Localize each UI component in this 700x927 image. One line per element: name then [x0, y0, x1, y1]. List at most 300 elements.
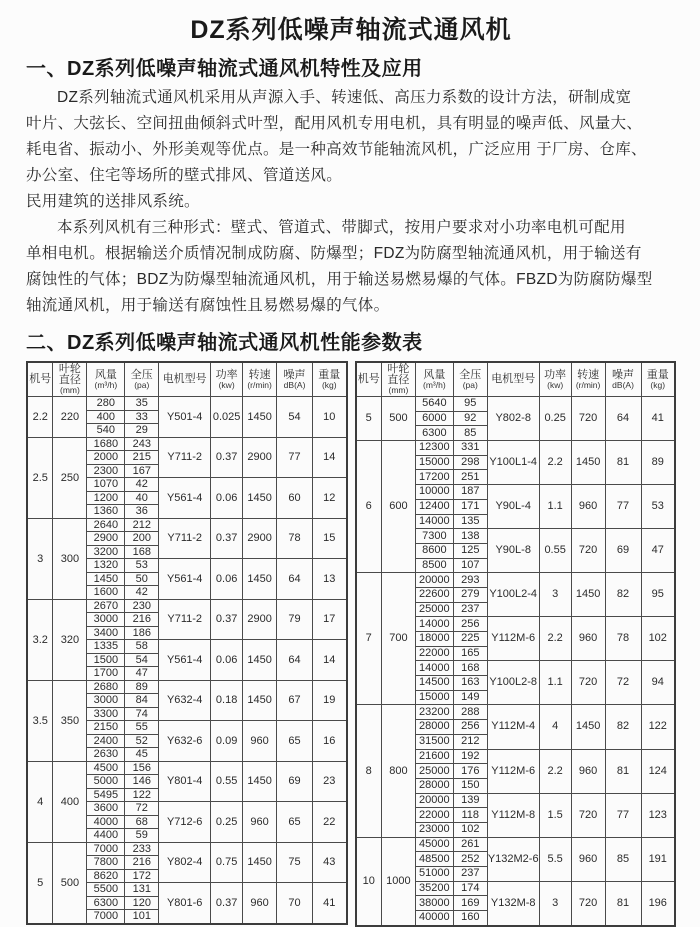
total-pressure: 139: [453, 793, 487, 808]
air-volume: 280: [87, 397, 125, 411]
col-header-fan-no: 机号: [27, 362, 53, 397]
speed-rpm: 720: [571, 529, 605, 573]
power-kw: 2.2: [539, 749, 571, 793]
total-pressure: 42: [125, 586, 159, 600]
paragraph-line: 轴流通风机，用于输送有腐蚀性且易燃易爆的气体。: [26, 297, 390, 314]
total-pressure: 192: [453, 749, 487, 764]
fan-no: 4: [27, 761, 53, 842]
speed-rpm: 1450: [571, 441, 605, 485]
motor-model: Y112M-6: [487, 749, 539, 793]
weight-kg: 17: [313, 599, 347, 640]
table-row: [356, 573, 676, 588]
noise-db: 69: [277, 761, 313, 802]
air-volume: 6300: [415, 426, 453, 441]
total-pressure: 187: [453, 485, 487, 500]
weight-kg: 123: [641, 793, 675, 837]
noise-db: 65: [277, 721, 313, 762]
motor-model: Y90L-8: [487, 529, 539, 573]
power-kw: 0.55: [539, 529, 571, 573]
impeller-diameter: 500: [381, 397, 415, 441]
total-pressure: 138: [453, 529, 487, 544]
paragraph-line: 叶片、大弦长、空间扭曲倾斜式叶型，配用风机专用电机，具有明显的噪声低、风量大、: [26, 115, 643, 132]
noise-db: 72: [605, 661, 641, 705]
impeller-diameter: 600: [381, 441, 415, 573]
motor-model: Y501-4: [159, 397, 211, 438]
total-pressure: 55: [125, 721, 159, 735]
air-volume: 7800: [87, 856, 125, 870]
table-row: [27, 842, 347, 856]
noise-db: 81: [605, 441, 641, 485]
air-volume: 6000: [415, 411, 453, 426]
air-volume: 2640: [87, 518, 125, 532]
total-pressure: 68: [125, 815, 159, 829]
speed-rpm: 1450: [243, 640, 277, 681]
paragraph-line: 本系列风机有三种形式：壁式、管道式、带脚式，按用户要求对小功率电机可配用: [57, 219, 626, 236]
motor-model: Y711-2: [159, 518, 211, 559]
air-volume: 1360: [87, 505, 125, 519]
total-pressure: 251: [453, 470, 487, 485]
col-header-weight: 重量 (kg): [641, 362, 675, 397]
weight-kg: 12: [313, 478, 347, 519]
air-volume: 10000: [415, 485, 453, 500]
performance-tables: [26, 361, 676, 927]
total-pressure: 168: [125, 545, 159, 559]
weight-kg: 22: [313, 802, 347, 843]
performance-table-left: [26, 361, 348, 925]
air-volume: 5495: [87, 788, 125, 802]
impeller-diameter: 250: [53, 437, 87, 518]
total-pressure: 176: [453, 764, 487, 779]
paragraph-line: 单相电机。根据输送介质情况制成防腐、防爆型；FDZ为防腐型轴流通风机，用于输送有: [26, 245, 642, 262]
speed-rpm: 1450: [243, 680, 277, 721]
air-volume: 3300: [87, 707, 125, 721]
total-pressure: 146: [125, 775, 159, 789]
total-pressure: 102: [453, 822, 487, 837]
fan-no: 7: [356, 573, 382, 705]
power-kw: 3: [539, 881, 571, 926]
motor-model: Y802-4: [159, 842, 211, 883]
air-volume: 4400: [87, 829, 125, 843]
col-header-impeller-diameter: 叶轮 直径 (mm): [53, 362, 87, 397]
total-pressure: 256: [453, 720, 487, 735]
noise-db: 81: [605, 881, 641, 926]
impeller-diameter: 400: [53, 761, 87, 842]
total-pressure: 92: [453, 411, 487, 426]
air-volume: 23000: [415, 822, 453, 837]
motor-model: Y132M2-6: [487, 837, 539, 881]
power-kw: 1.1: [539, 661, 571, 705]
weight-kg: 10: [313, 397, 347, 438]
total-pressure: 36: [125, 505, 159, 519]
power-kw: 0.09: [211, 721, 243, 762]
air-volume: 400: [87, 410, 125, 424]
weight-kg: 191: [641, 837, 675, 881]
total-pressure: 174: [453, 881, 487, 896]
power-kw: 1.1: [539, 485, 571, 529]
table-row: [27, 518, 347, 532]
motor-model: Y711-2: [159, 437, 211, 478]
total-pressure: 186: [125, 626, 159, 640]
col-header-motor-model: 电机型号: [159, 362, 211, 397]
total-pressure: 107: [453, 558, 487, 573]
weight-kg: 16: [313, 721, 347, 762]
total-pressure: 168: [453, 661, 487, 676]
speed-rpm: 960: [571, 617, 605, 661]
total-pressure: 298: [453, 455, 487, 470]
air-volume: 22000: [415, 646, 453, 661]
noise-db: 75: [277, 842, 313, 883]
total-pressure: 167: [125, 464, 159, 478]
air-volume: 1680: [87, 437, 125, 451]
speed-rpm: 720: [571, 793, 605, 837]
fan-no: 2.2: [27, 397, 53, 438]
table-row: [27, 397, 347, 411]
noise-db: 64: [277, 559, 313, 600]
air-volume: 28000: [415, 778, 453, 793]
impeller-diameter: 500: [53, 842, 87, 924]
air-volume: 18000: [415, 632, 453, 647]
total-pressure: 74: [125, 707, 159, 721]
motor-model: Y802-8: [487, 397, 539, 441]
speed-rpm: 1450: [243, 397, 277, 438]
paragraph-line: 腐蚀性的气体；BDZ为防爆型轴流通风机，用于输送易燃易爆的气体。FBZD为防腐防爆型: [26, 271, 653, 288]
air-volume: 8600: [415, 543, 453, 558]
total-pressure: 237: [453, 867, 487, 882]
fan-no: 3.5: [27, 680, 53, 761]
total-pressure: 252: [453, 852, 487, 867]
power-kw: 0.37: [211, 518, 243, 559]
noise-db: 79: [277, 599, 313, 640]
air-volume: 22000: [415, 808, 453, 823]
paragraph-line: 民用建筑的送排风系统。: [26, 193, 200, 210]
power-kw: 0.18: [211, 680, 243, 721]
total-pressure: 216: [125, 856, 159, 870]
air-volume: 12400: [415, 499, 453, 514]
motor-model: Y561-4: [159, 478, 211, 519]
speed-rpm: 1450: [243, 559, 277, 600]
power-kw: 0.25: [211, 802, 243, 843]
fan-no: 3.2: [27, 599, 53, 680]
power-kw: 2.2: [539, 441, 571, 485]
speed-rpm: 960: [571, 837, 605, 881]
total-pressure: 212: [453, 734, 487, 749]
total-pressure: 288: [453, 705, 487, 720]
total-pressure: 237: [453, 602, 487, 617]
total-pressure: 256: [453, 617, 487, 632]
power-kw: 0.06: [211, 478, 243, 519]
total-pressure: 233: [125, 842, 159, 856]
air-volume: 17200: [415, 470, 453, 485]
speed-rpm: 1450: [243, 761, 277, 802]
noise-db: 77: [605, 793, 641, 837]
total-pressure: 85: [453, 426, 487, 441]
power-kw: 0.06: [211, 640, 243, 681]
air-volume: 12300: [415, 441, 453, 456]
total-pressure: 45: [125, 748, 159, 762]
power-kw: 0.55: [211, 761, 243, 802]
air-volume: 1335: [87, 640, 125, 654]
power-kw: 3: [539, 573, 571, 617]
weight-kg: 89: [641, 441, 675, 485]
motor-model: Y632-6: [159, 721, 211, 762]
air-volume: 1700: [87, 667, 125, 681]
fan-no: 6: [356, 441, 382, 573]
speed-rpm: 2900: [243, 518, 277, 559]
total-pressure: 72: [125, 802, 159, 816]
features-paragraph-2: [26, 215, 676, 319]
power-kw: 0.025: [211, 397, 243, 438]
table-row: [356, 397, 676, 412]
speed-rpm: 960: [243, 721, 277, 762]
total-pressure: 150: [453, 778, 487, 793]
air-volume: 14000: [415, 661, 453, 676]
weight-kg: 43: [313, 842, 347, 883]
total-pressure: 52: [125, 734, 159, 748]
speed-rpm: 720: [571, 397, 605, 441]
total-pressure: 279: [453, 587, 487, 602]
noise-db: 54: [277, 397, 313, 438]
air-volume: 8500: [415, 558, 453, 573]
weight-kg: 15: [313, 518, 347, 559]
air-volume: 5640: [415, 397, 453, 412]
col-header-fan-no: 机号: [356, 362, 382, 397]
air-volume: 15000: [415, 455, 453, 470]
total-pressure: 89: [125, 680, 159, 694]
col-header-air-volume: 风量 (m³/h): [87, 362, 125, 397]
col-header-impeller-diameter: 叶轮 直径 (mm): [381, 362, 415, 397]
doc-title: DZ系列低噪声轴流式通风机: [190, 16, 512, 44]
weight-kg: 47: [641, 529, 675, 573]
motor-model: Y561-4: [159, 640, 211, 681]
noise-db: 82: [605, 705, 641, 749]
air-volume: 3000: [87, 613, 125, 627]
fan-no: 10: [356, 837, 382, 926]
total-pressure: 331: [453, 441, 487, 456]
weight-kg: 23: [313, 761, 347, 802]
features-paragraph-1: [26, 85, 676, 215]
air-volume: 7000: [87, 910, 125, 924]
noise-db: 60: [277, 478, 313, 519]
table-row: [356, 705, 676, 720]
air-volume: 1070: [87, 478, 125, 492]
impeller-diameter: 220: [53, 397, 87, 438]
total-pressure: 120: [125, 896, 159, 910]
motor-model: Y561-4: [159, 559, 211, 600]
total-pressure: 293: [453, 573, 487, 588]
speed-rpm: 720: [571, 661, 605, 705]
power-kw: 0.37: [211, 437, 243, 478]
noise-db: 77: [605, 485, 641, 529]
air-volume: 14000: [415, 514, 453, 529]
noise-db: 85: [605, 837, 641, 881]
noise-db: 69: [605, 529, 641, 573]
air-volume: 3400: [87, 626, 125, 640]
noise-db: 81: [605, 749, 641, 793]
motor-model: Y801-6: [159, 883, 211, 924]
air-volume: 14500: [415, 676, 453, 691]
motor-model: Y112M-6: [487, 617, 539, 661]
total-pressure: 50: [125, 572, 159, 586]
air-volume: 25000: [415, 602, 453, 617]
paragraph-line: 办公室、住宅等场所的壁式排风、管道送风。: [26, 167, 343, 184]
air-volume: 22600: [415, 587, 453, 602]
air-volume: 48500: [415, 852, 453, 867]
air-volume: 3200: [87, 545, 125, 559]
noise-db: 70: [277, 883, 313, 924]
col-header-power: 功率 (kw): [539, 362, 571, 397]
total-pressure: 47: [125, 667, 159, 681]
speed-rpm: 960: [243, 883, 277, 924]
impeller-diameter: 700: [381, 573, 415, 705]
power-kw: 2.2: [539, 617, 571, 661]
weight-kg: 41: [641, 397, 675, 441]
air-volume: 6300: [87, 896, 125, 910]
power-kw: 0.37: [211, 883, 243, 924]
air-volume: 2680: [87, 680, 125, 694]
air-volume: 35200: [415, 881, 453, 896]
noise-db: 77: [277, 437, 313, 478]
section-heading-features: 一、DZ系列低噪声轴流式通风机特性及应用: [26, 58, 423, 80]
col-header-noise: 噪声 dB(A): [605, 362, 641, 397]
total-pressure: 54: [125, 653, 159, 667]
power-kw: 0.25: [539, 397, 571, 441]
weight-kg: 19: [313, 680, 347, 721]
impeller-diameter: 300: [53, 518, 87, 599]
total-pressure: 122: [125, 788, 159, 802]
noise-db: 65: [277, 802, 313, 843]
total-pressure: 200: [125, 532, 159, 546]
air-volume: 2670: [87, 599, 125, 613]
total-pressure: 156: [125, 761, 159, 775]
air-volume: 14000: [415, 617, 453, 632]
air-volume: 15000: [415, 690, 453, 705]
air-volume: 40000: [415, 911, 453, 926]
table-row: [27, 437, 347, 451]
total-pressure: 40: [125, 491, 159, 505]
col-header-weight: 重量 (kg): [313, 362, 347, 397]
air-volume: 1500: [87, 653, 125, 667]
total-pressure: 172: [125, 869, 159, 883]
col-header-noise: 噪声 dB(A): [277, 362, 313, 397]
speed-rpm: 720: [571, 881, 605, 926]
air-volume: 23200: [415, 705, 453, 720]
air-volume: 5000: [87, 775, 125, 789]
air-volume: 31500: [415, 734, 453, 749]
section-heading-parameters: 二、DZ系列低噪声轴流式通风机性能参数表: [26, 332, 423, 354]
power-kw: 0.37: [211, 599, 243, 640]
speed-rpm: 1450: [571, 705, 605, 749]
motor-model: Y90L-4: [487, 485, 539, 529]
speed-rpm: 960: [571, 749, 605, 793]
impeller-diameter: 800: [381, 705, 415, 837]
air-volume: 8620: [87, 869, 125, 883]
impeller-diameter: 350: [53, 680, 87, 761]
air-volume: 4500: [87, 761, 125, 775]
motor-model: Y801-4: [159, 761, 211, 802]
table-row: [356, 441, 676, 456]
total-pressure: 42: [125, 478, 159, 492]
noise-db: 82: [605, 573, 641, 617]
total-pressure: 58: [125, 640, 159, 654]
power-kw: 4: [539, 705, 571, 749]
total-pressure: 261: [453, 837, 487, 852]
impeller-diameter: 1000: [381, 837, 415, 926]
col-header-total-pressure: 全压 (pa): [453, 362, 487, 397]
speed-rpm: 1450: [571, 573, 605, 617]
col-header-power: 功率 (kw): [211, 362, 243, 397]
air-volume: 540: [87, 424, 125, 438]
col-header-air-volume: 风量 (m³/h): [415, 362, 453, 397]
col-header-speed: 转速 (r/min): [571, 362, 605, 397]
weight-kg: 124: [641, 749, 675, 793]
col-header-speed: 转速 (r/min): [243, 362, 277, 397]
table-row: [356, 837, 676, 852]
weight-kg: 95: [641, 573, 675, 617]
speed-rpm: 2900: [243, 437, 277, 478]
weight-kg: 53: [641, 485, 675, 529]
air-volume: 7300: [415, 529, 453, 544]
weight-kg: 102: [641, 617, 675, 661]
air-volume: 7000: [87, 842, 125, 856]
impeller-diameter: 320: [53, 599, 87, 680]
motor-model: Y100L1-4: [487, 441, 539, 485]
total-pressure: 149: [453, 690, 487, 705]
air-volume: 2000: [87, 451, 125, 465]
motor-model: Y112M-4: [487, 705, 539, 749]
total-pressure: 59: [125, 829, 159, 843]
weight-kg: 94: [641, 661, 675, 705]
motor-model: Y712-6: [159, 802, 211, 843]
total-pressure: 171: [453, 499, 487, 514]
air-volume: 5500: [87, 883, 125, 897]
col-header-motor-model: 电机型号: [487, 362, 539, 397]
air-volume: 1600: [87, 586, 125, 600]
fan-no: 5: [27, 842, 53, 924]
total-pressure: 35: [125, 397, 159, 411]
total-pressure: 95: [453, 397, 487, 412]
weight-kg: 14: [313, 437, 347, 478]
air-volume: 38000: [415, 896, 453, 911]
table-row: [27, 599, 347, 613]
total-pressure: 29: [125, 424, 159, 438]
total-pressure: 101: [125, 910, 159, 924]
power-kw: 1.5: [539, 793, 571, 837]
speed-rpm: 960: [571, 485, 605, 529]
total-pressure: 33: [125, 410, 159, 424]
speed-rpm: 1450: [243, 842, 277, 883]
total-pressure: 125: [453, 543, 487, 558]
fan-no: 3: [27, 518, 53, 599]
fan-no: 2.5: [27, 437, 53, 518]
air-volume: 21600: [415, 749, 453, 764]
speed-rpm: 1450: [243, 478, 277, 519]
air-volume: 2150: [87, 721, 125, 735]
fan-no: 5: [356, 397, 382, 441]
motor-model: Y132M-8: [487, 881, 539, 926]
total-pressure: 225: [453, 632, 487, 647]
weight-kg: 196: [641, 881, 675, 926]
noise-db: 67: [277, 680, 313, 721]
noise-db: 78: [605, 617, 641, 661]
paragraph-line: DZ系列轴流式通风机采用从声源入手、转速低、高压力系数的设计方法，研制成宽: [57, 89, 632, 106]
air-volume: 2300: [87, 464, 125, 478]
weight-kg: 14: [313, 640, 347, 681]
air-volume: 2400: [87, 734, 125, 748]
total-pressure: 160: [453, 911, 487, 926]
weight-kg: 13: [313, 559, 347, 600]
air-volume: 3600: [87, 802, 125, 816]
noise-db: 64: [277, 640, 313, 681]
